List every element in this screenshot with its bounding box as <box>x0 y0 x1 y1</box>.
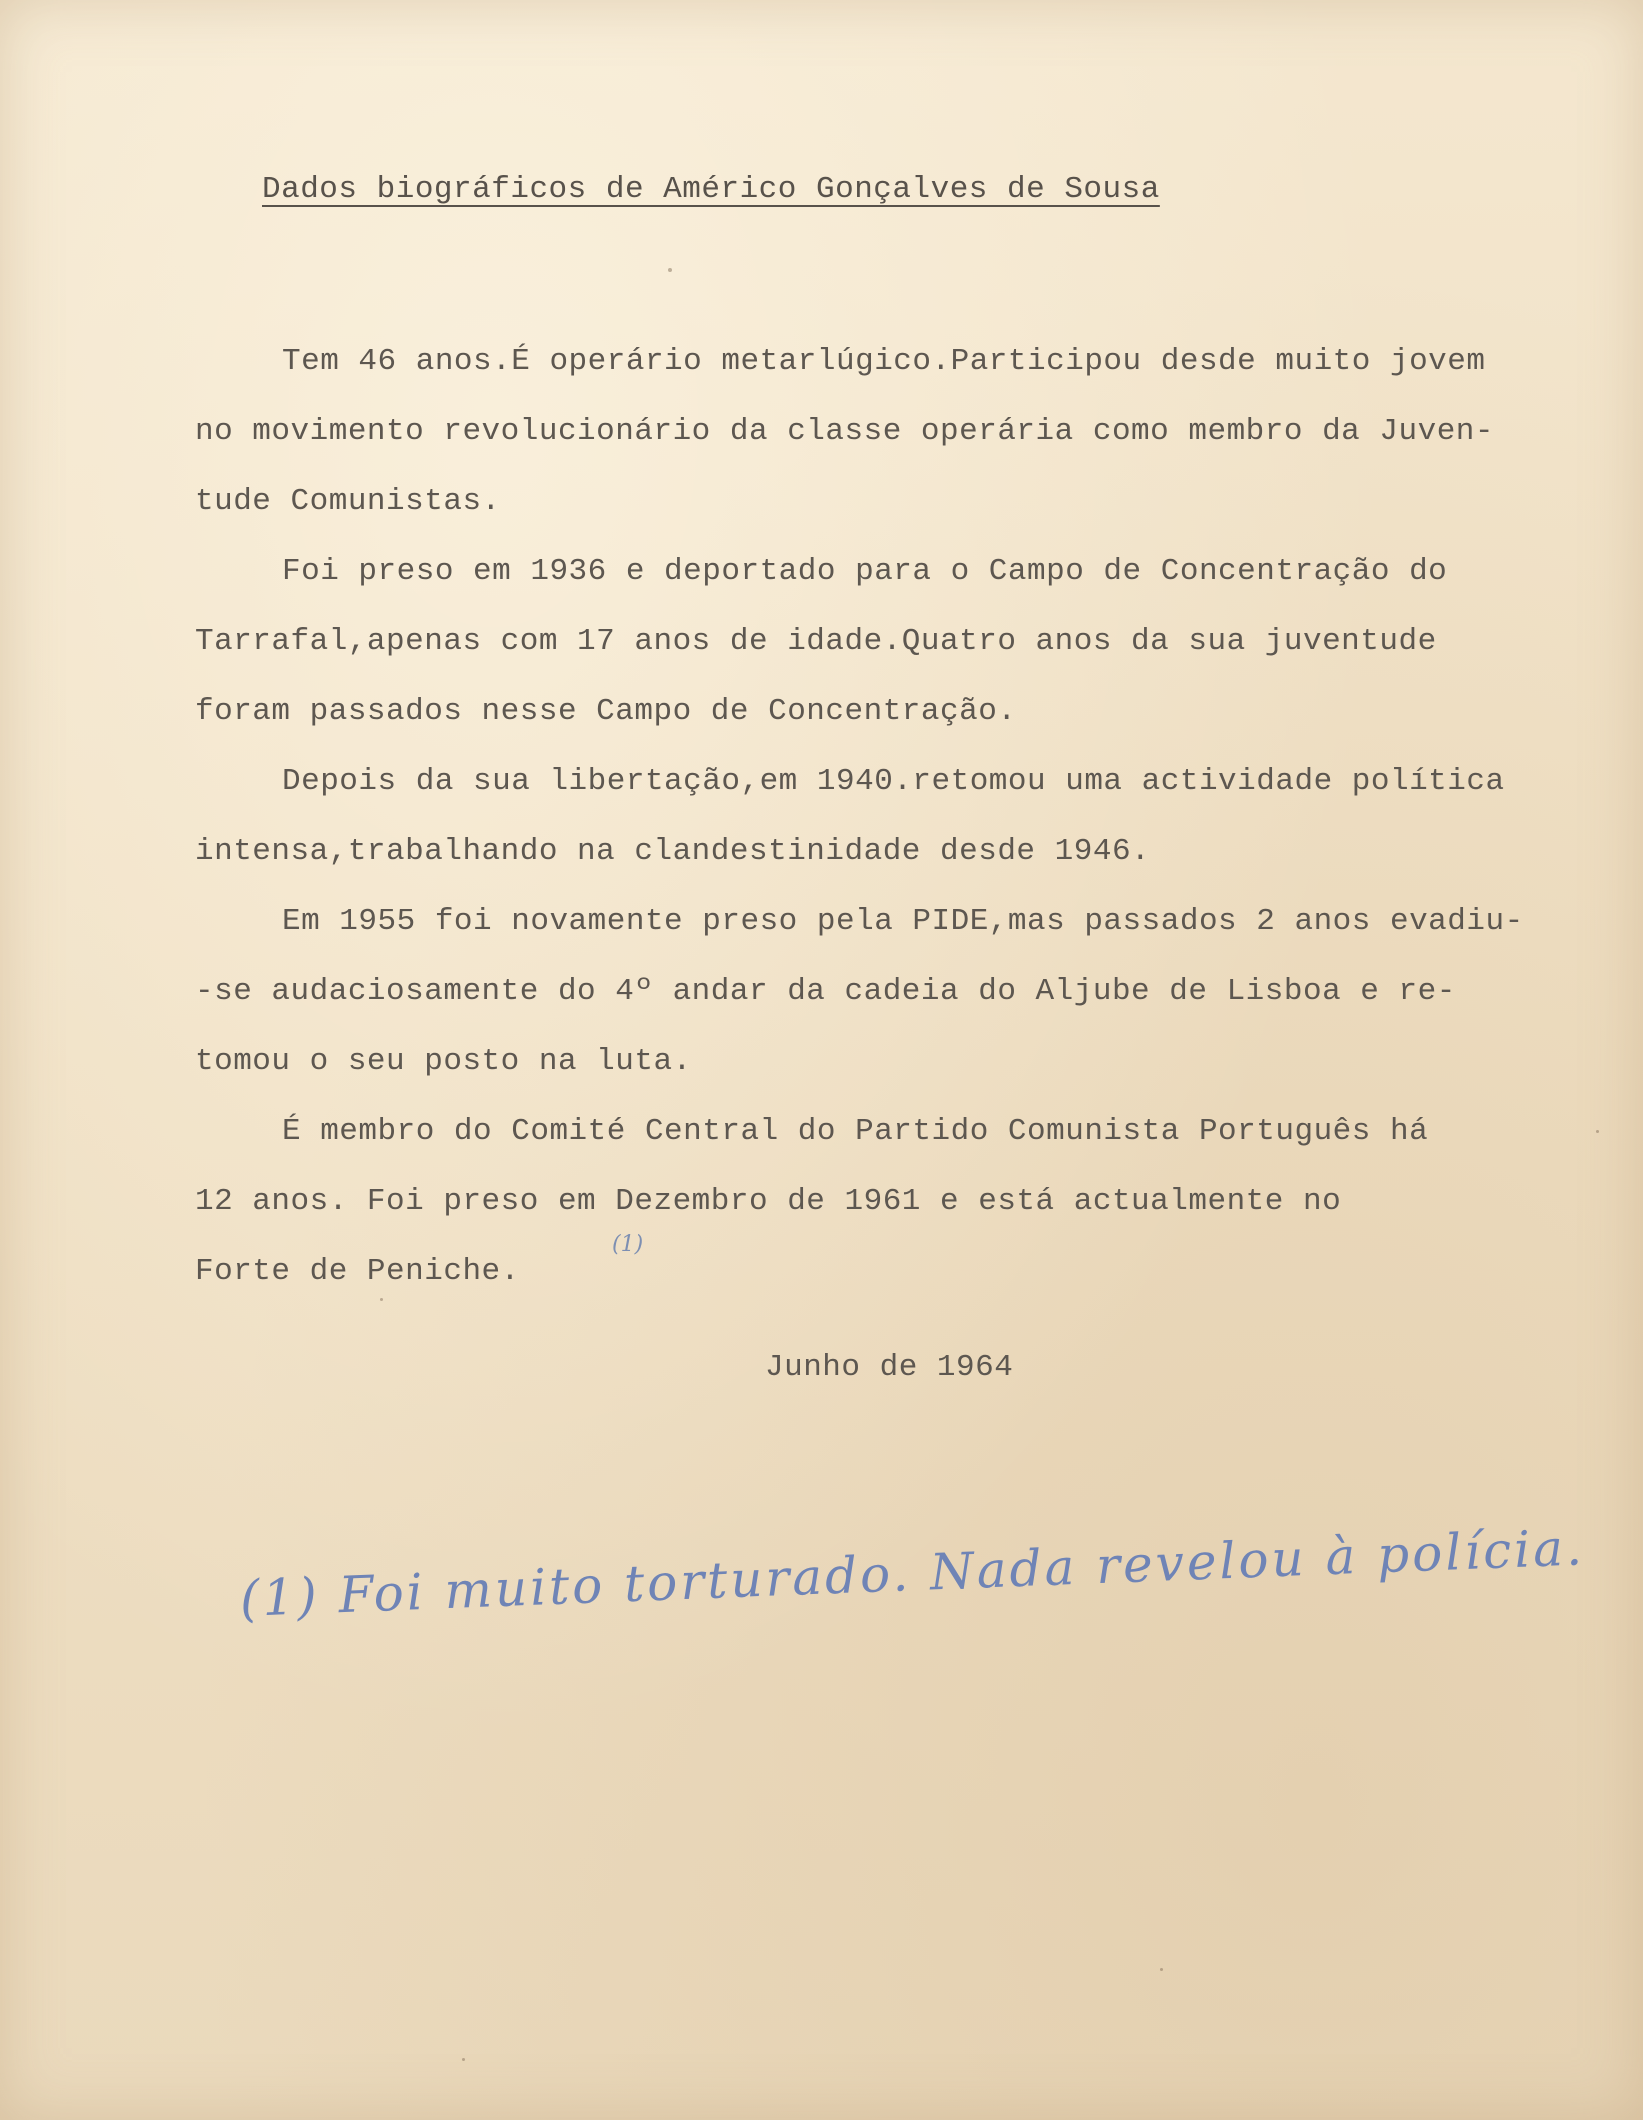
paragraph-5-line-3: Forte de Peniche. <box>195 1254 520 1289</box>
paragraph-2-line-1: Foi preso em 1936 e deportado para o Campo de Concentração do <box>282 554 1448 589</box>
paragraph-4-line-3: tomou o seu posto na luta. <box>195 1044 692 1079</box>
handwritten-footnote: (1) Foi muito torturado. Nada revelou à polícia. <box>238 1518 1586 1628</box>
paper-speck <box>380 1298 383 1301</box>
paragraph-4-line-1: Em 1955 foi novamente preso pela PIDE,mas passados 2 anos evadiu- <box>282 904 1524 939</box>
paragraph-1-line-2: no movimento revolucionário da classe operária como membro da Juven- <box>195 414 1495 449</box>
paragraph-5-line-1: É membro do Comité Central do Partido Comunista Português há <box>282 1114 1429 1149</box>
paragraph-2-line-3: foram passados nesse Campo de Concentração. <box>195 694 1017 729</box>
paragraph-1-line-3: tude Comunistas. <box>195 484 501 519</box>
paragraph-4-line-2: -se audaciosamente do 4º andar da cadeia do Aljube de Lisboa e re- <box>195 974 1456 1009</box>
document-title: Dados biográficos de Américo Gonçalves de Sousa <box>262 172 1160 207</box>
paper-speck <box>668 268 672 272</box>
footnote-marker: (1) <box>612 1232 644 1257</box>
paragraph-3-line-2: intensa,trabalhando na clandestinidade desde 1946. <box>195 834 1151 869</box>
paragraph-5-line-2: 12 anos. Foi preso em Dezembro de 1961 e está actualmente no <box>195 1184 1342 1219</box>
paragraph-2-line-2: Tarrafal,apenas com 17 anos de idade.Quatro anos da sua juventude <box>195 624 1437 659</box>
paper-speck <box>1596 1130 1599 1133</box>
paper-speck <box>462 2058 465 2061</box>
paragraph-1-line-1: Tem 46 anos.É operário metarlúgico.Participou desde muito jovem <box>282 344 1486 379</box>
paper-speck <box>1160 1968 1163 1971</box>
document-date: Junho de 1964 <box>765 1350 1014 1385</box>
paragraph-3-line-1: Depois da sua libertação,em 1940.retomou uma actividade política <box>282 764 1505 799</box>
